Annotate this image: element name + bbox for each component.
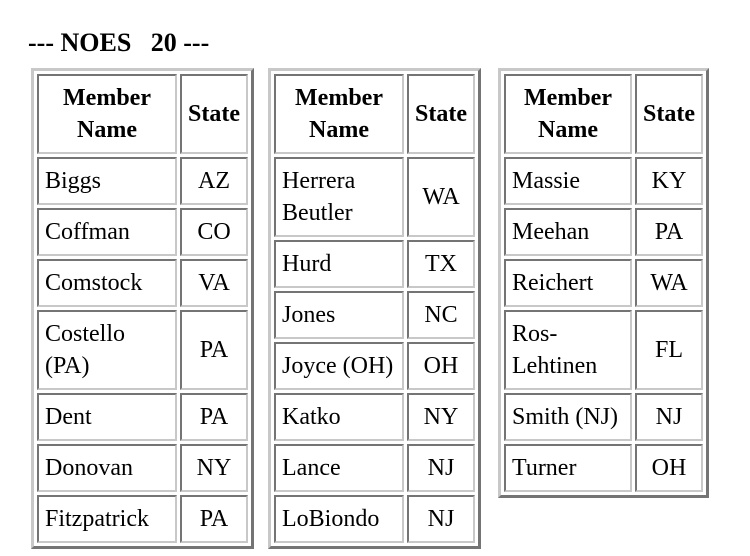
member-name-cell: Jones [274,291,404,339]
state-cell: KY [635,157,703,205]
member-name-cell: Ros-Lehtinen [504,310,632,390]
state-cell: PA [180,495,248,543]
table-row [504,393,703,441]
header-row [504,74,703,154]
member-name-cell: Donovan [37,444,177,492]
table-row [37,259,248,307]
state-cell: NY [180,444,248,492]
state-header: State [407,74,475,154]
member-name-cell: Massie [504,157,632,205]
member-name-cell: Comstock [37,259,177,307]
state-header: State [635,74,703,154]
members-table-3 [498,68,709,498]
state-cell: OH [635,444,703,492]
table-row [274,342,475,390]
member-name-cell: Coffman [37,208,177,256]
table-row [504,208,703,256]
table-row [274,495,475,543]
state-cell: NJ [407,444,475,492]
members-table-2 [268,68,481,549]
member-name-cell: Biggs [37,157,177,205]
table-row [274,444,475,492]
table-row [37,310,248,390]
table-row [504,259,703,307]
state-cell: NC [407,291,475,339]
table-row [37,208,248,256]
state-cell: VA [180,259,248,307]
state-cell: OH [407,342,475,390]
state-cell: PA [180,393,248,441]
member-name-header: Member Name [274,74,404,154]
state-cell: WA [635,259,703,307]
table-row [274,393,475,441]
member-name-cell: Herrera Beutler [274,157,404,237]
state-cell: WA [407,157,475,237]
member-name-cell: Joyce (OH) [274,342,404,390]
member-name-cell: Turner [504,444,632,492]
state-cell: TX [407,240,475,288]
state-cell: NJ [635,393,703,441]
state-cell: PA [180,310,248,390]
table-row [274,157,475,237]
member-name-cell: Hurd [274,240,404,288]
member-name-cell: Reichert [504,259,632,307]
table-row [274,240,475,288]
member-name-cell: Lance [274,444,404,492]
table-row [504,444,703,492]
table-row [274,291,475,339]
member-name-cell: Dent [37,393,177,441]
state-cell: CO [180,208,248,256]
member-name-cell: Meehan [504,208,632,256]
page-heading: --- NOES 20 --- [28,28,210,57]
table-row [504,310,703,390]
member-name-cell: Fitzpatrick [37,495,177,543]
state-cell: AZ [180,157,248,205]
table-row [37,444,248,492]
table-row [37,393,248,441]
header-row [274,74,475,154]
member-name-cell: LoBiondo [274,495,404,543]
member-name-cell: Costello (PA) [37,310,177,390]
table-row [504,157,703,205]
members-table-1 [31,68,254,549]
table-row [37,157,248,205]
member-name-header: Member Name [504,74,632,154]
member-name-cell: Smith (NJ) [504,393,632,441]
state-cell: NY [407,393,475,441]
state-header: State [180,74,248,154]
state-cell: NJ [407,495,475,543]
member-name-cell: Katko [274,393,404,441]
table-row [37,495,248,543]
state-cell: PA [635,208,703,256]
state-cell: FL [635,310,703,390]
member-name-header: Member Name [37,74,177,154]
header-row [37,74,248,154]
